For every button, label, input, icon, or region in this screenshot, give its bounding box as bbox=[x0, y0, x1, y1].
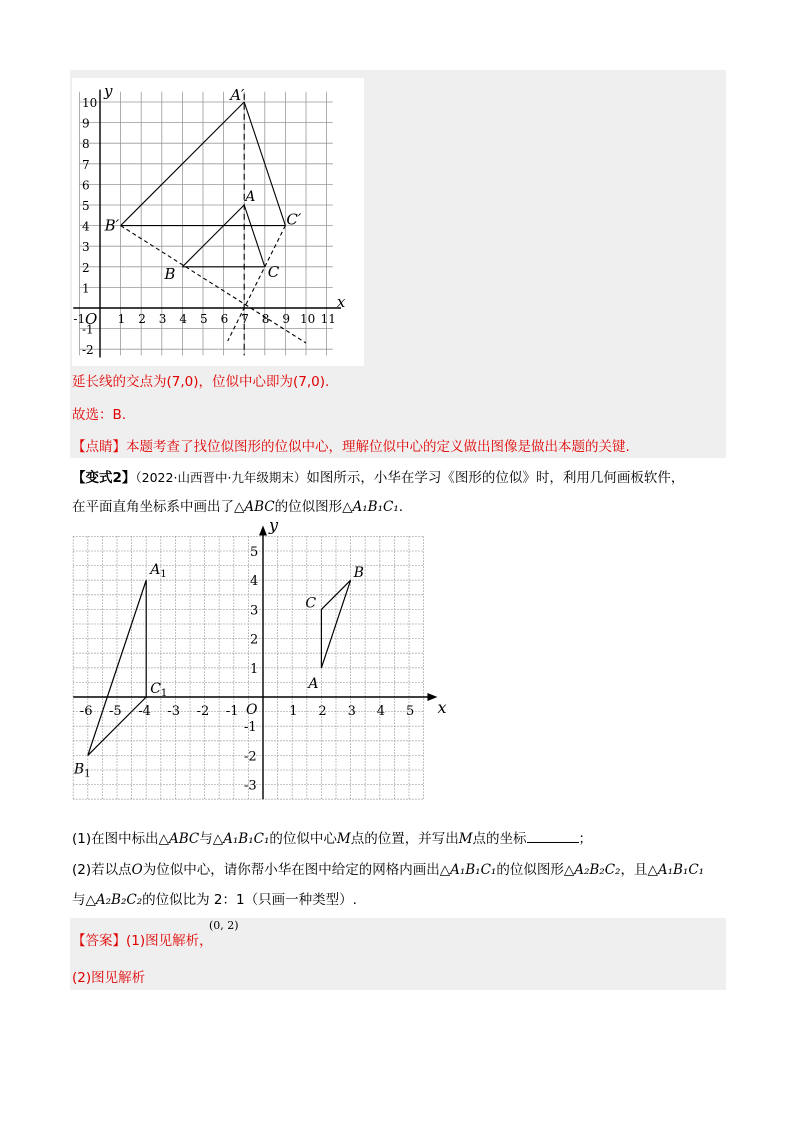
x-tick-label: -3 bbox=[167, 704, 181, 719]
x-tick-label: 3 bbox=[347, 704, 356, 719]
axis-label-x: x bbox=[437, 698, 447, 717]
x-tick-label: 10 bbox=[300, 312, 316, 326]
y-tick-label: -1 bbox=[82, 322, 94, 337]
x-tick-label: 4 bbox=[376, 704, 386, 719]
solution-line-1: 延长线的交点为(7,0)，位似中心即为(7,0). bbox=[72, 374, 330, 390]
y-tick-label: 4 bbox=[250, 574, 259, 590]
y-tick-label: 3 bbox=[250, 603, 259, 619]
y-tick-label: 10 bbox=[82, 96, 98, 110]
y-tick-label: 7 bbox=[82, 157, 90, 172]
point-label-a: A bbox=[245, 189, 256, 205]
y-tick-label: 5 bbox=[82, 199, 90, 213]
origin-label: O bbox=[85, 310, 98, 328]
y-tick-label: 1 bbox=[82, 281, 90, 296]
point-label-b1: $B_1$ bbox=[73, 761, 91, 780]
point-label-b: B bbox=[353, 565, 364, 582]
point-label-c: C bbox=[305, 595, 317, 612]
x-tick-label: 2 bbox=[318, 704, 327, 719]
x-tick-label: -1 bbox=[73, 312, 86, 326]
y-tick-label: 3 bbox=[82, 240, 90, 255]
question-2-line-1: (2)若以点O为位似中心，请你帮小华在图中给定的网格内画出△A₁B₁C₁的位似图形△A₂B₂C₂，且△A₁B₁C₁ bbox=[72, 862, 705, 878]
y-tick-label: 6 bbox=[82, 178, 90, 193]
variant-tag: 【变式2】 bbox=[72, 470, 136, 486]
comment-tag: 【点睛】 bbox=[72, 439, 126, 455]
y-tick-label: -3 bbox=[244, 778, 257, 794]
x-tick-label: 4 bbox=[179, 312, 188, 326]
x-tick-label: -2 bbox=[196, 704, 210, 719]
answer-blank bbox=[527, 828, 579, 843]
answer-tag: 【答案】 bbox=[72, 933, 126, 949]
x-tick-label: -6 bbox=[79, 704, 93, 719]
y-tick-label: 5 bbox=[250, 545, 259, 560]
x-tick-label: 5 bbox=[406, 704, 415, 719]
x-tick-label: 9 bbox=[282, 312, 291, 326]
comment-line: 【点睛】本题考查了找位似图形的位似中心，理解位似中心的定义做出图像是做出本题的关键. bbox=[72, 439, 630, 455]
x-tick-label: 6 bbox=[220, 312, 229, 326]
point-label-c-prime: C′ bbox=[286, 210, 302, 229]
point-label-b-prime: B′ bbox=[104, 216, 120, 235]
question-1: (1)在图中标出△ABC与△A₁B₁C₁的位似中心M点的位置，并写出M点的坐标 ； bbox=[72, 828, 592, 849]
y-tick-label: -2 bbox=[82, 343, 94, 358]
axis-label-x: x bbox=[336, 293, 346, 311]
point-label-c: C bbox=[267, 262, 280, 281]
y-tick-label: 2 bbox=[82, 260, 90, 275]
y-tick-label: -2 bbox=[244, 749, 257, 765]
y-tick-label: 8 bbox=[82, 137, 90, 152]
variant-line-1: 【变式2】（2022·山西晋中·九年级期末）如图所示，小华在学习《图形的位似》时，利用几何画板软件， bbox=[72, 470, 685, 486]
answer-line-2: (2)图见解析 bbox=[72, 970, 146, 986]
point-label-c1: $C_1$ bbox=[150, 681, 168, 699]
x-tick-label: 7 bbox=[241, 312, 249, 326]
question-2-line-2: 与△A₂B₂C₂的位似比为 2：1（只画一种类型）. bbox=[72, 892, 357, 908]
y-tick-label: 9 bbox=[82, 116, 90, 131]
figure1-coordinate-grid bbox=[72, 78, 364, 366]
axis-label-y: y bbox=[269, 515, 279, 535]
answer-line-1: 【答案】(1)图见解析， bbox=[72, 933, 213, 949]
origin-label: O bbox=[246, 702, 258, 718]
figure2-coordinate-grid bbox=[73, 515, 448, 815]
point-label-b: B bbox=[164, 264, 176, 283]
point-label-a1: $A_1$ bbox=[150, 562, 167, 581]
point-label-a: A bbox=[308, 675, 319, 692]
y-tick-label: 2 bbox=[250, 632, 259, 648]
y-tick-label: 4 bbox=[82, 219, 90, 234]
x-tick-label: 11 bbox=[320, 312, 336, 326]
x-tick-label: -5 bbox=[109, 704, 122, 719]
x-tick-label: -4 bbox=[138, 704, 151, 719]
variant-line-2: 在平面直角坐标系中画出了△ABC的位似图形△A₁B₁C₁. bbox=[72, 499, 404, 515]
x-tick-label: -1 bbox=[225, 704, 239, 719]
point-label-a-prime: A′ bbox=[230, 86, 245, 104]
x-tick-label: 1 bbox=[117, 312, 126, 326]
x-tick-label: 3 bbox=[158, 312, 167, 326]
shaded-block-answer bbox=[70, 918, 726, 990]
y-tick-label: 1 bbox=[250, 661, 259, 677]
x-tick-label: 5 bbox=[200, 312, 208, 326]
x-tick-label: 8 bbox=[261, 312, 270, 326]
x-tick-label: 1 bbox=[289, 704, 298, 719]
solution-line-2: 故选：B. bbox=[72, 407, 127, 423]
answer-value: (0, 2) bbox=[209, 919, 239, 932]
y-tick-label: -1 bbox=[244, 720, 257, 736]
axis-label-y: y bbox=[104, 81, 113, 100]
x-tick-label: 2 bbox=[138, 312, 146, 326]
